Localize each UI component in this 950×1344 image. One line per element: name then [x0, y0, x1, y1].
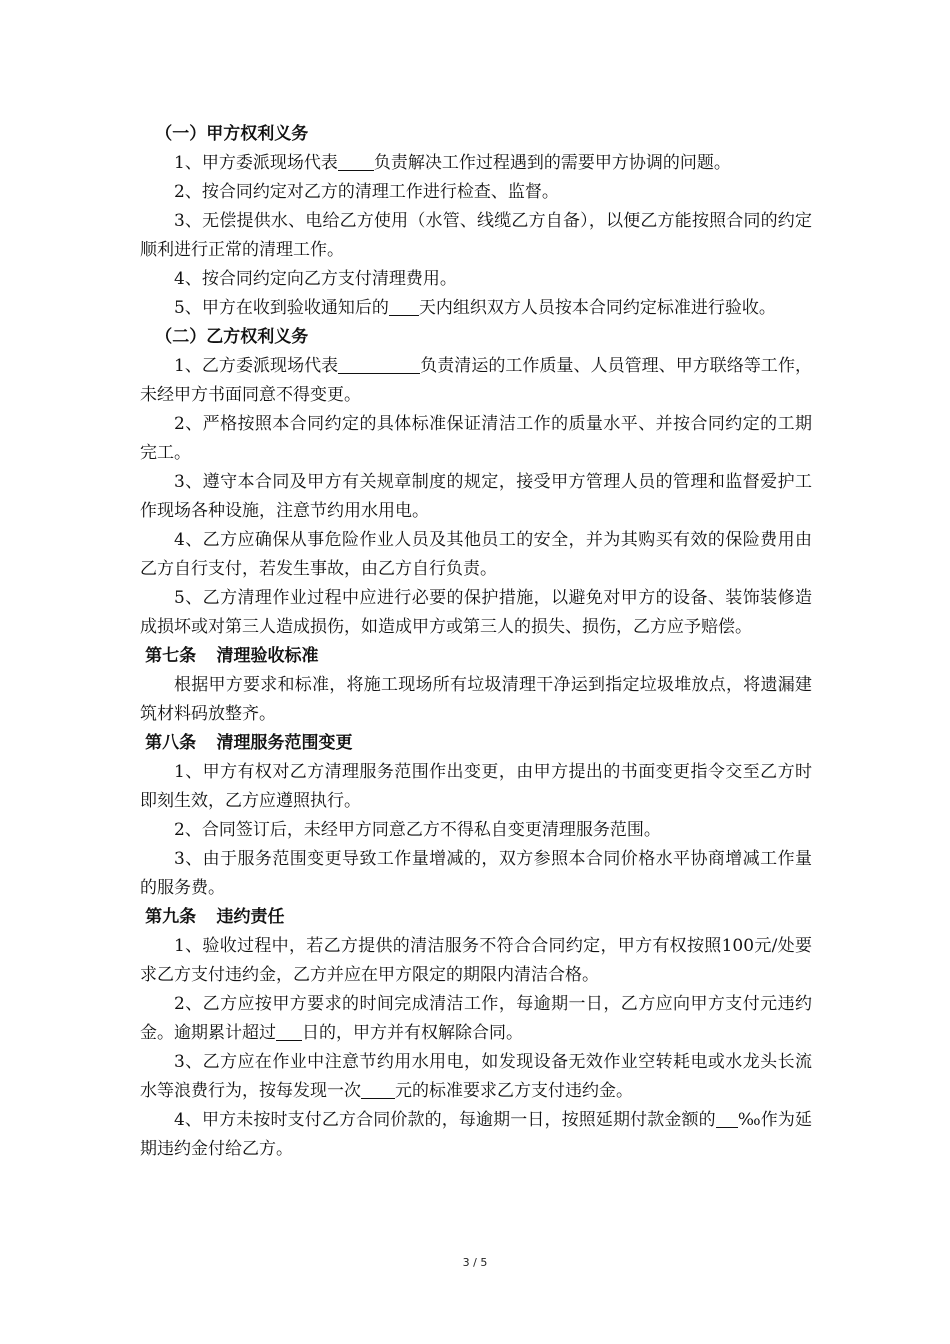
section-heading-party-a: （一）甲方权利义务 [155, 124, 309, 144]
article-7-heading: 第七条 清理验收标准 [145, 646, 319, 666]
clause-b5: 5、乙方清理作业过程中应进行必要的保护措施，以避免对甲方的设备、装饰装修造成损坏或对第三人造成损伤，如造成甲方或第三人的损失、损伤，乙方应予赔偿。 [140, 588, 812, 637]
article-7-text: 根据甲方要求和标准，将施工现场所有垃圾清理干净运到指定垃圾堆放点，将遗漏建筑材料码放整齐。 [140, 675, 812, 724]
document-page [140, 120, 812, 1164]
clause-a3: 3、无偿提供水、电给乙方使用（水管、线缆乙方自备），以便乙方能按照合同的约定顺利进行正常的清理工作。 [140, 211, 812, 260]
blank-field[interactable] [389, 298, 419, 316]
blank-field[interactable] [716, 1110, 738, 1128]
clause-8-1: 1、甲方有权对乙方清理服务范围作出变更，由甲方提出的书面变更指令交至乙方时即刻生效，乙方应遵照执行。 [140, 762, 812, 811]
clause-9-1: 1、验收过程中，若乙方提供的清洁服务不符合合同约定，甲方有权按照100元/处要求乙方支付违约金，乙方并应在甲方限定的期限内清洁合格。 [140, 936, 812, 985]
clause-9-4: 4、甲方未按时支付乙方合同价款的，每逾期一日，按照延期付款金额的 ‰作为延期违约金付给乙方。 [140, 1110, 812, 1159]
clause-9-2: 2、乙方应按甲方要求的时间完成清洁工作，每逾期一日，乙方应向甲方支付元违约金。逾期累计超过 日的，甲方并有权解除合同。 [140, 994, 812, 1043]
clause-a2: 2、按合同约定对乙方的清理工作进行检查、监督。 [174, 182, 559, 202]
blank-field[interactable] [338, 356, 420, 374]
clause-a5: 5、甲方在收到验收通知后的 天内组织双方人员按本合同约定标准进行验收。 [174, 298, 776, 318]
clause-b2: 2、严格按照本合同约定的具体标准保证清洁工作的质量水平、并按合同约定的工期完工。 [140, 414, 812, 463]
blank-field[interactable] [361, 1081, 395, 1099]
clause-a4: 4、按合同约定向乙方支付清理费用。 [174, 269, 457, 289]
page-number: 3 / 5 [462, 1256, 488, 1269]
blank-field[interactable] [276, 1023, 302, 1041]
article-9-heading: 第九条 违约责任 [145, 907, 285, 927]
clause-b4: 4、乙方应确保从事危险作业人员及其他员工的安全，并为其购买有效的保险费用由乙方自行支付，若发生事故，由乙方自行负责。 [140, 530, 812, 579]
clause-b1: 1、乙方委派现场代表 负责清运的工作质量、人员管理、甲方联络等工作，未经甲方书面同意不得变更。 [140, 356, 812, 405]
clause-a1: 1、甲方委派现场代表 负责解决工作过程遇到的需要甲方协调的问题。 [174, 153, 731, 173]
clause-b3: 3、遵守本合同及甲方有关规章制度的规定，接受甲方管理人员的管理和监督爱护工作现场各种设施，注意节约用水用电。 [140, 472, 812, 521]
section-heading-party-b: （二）乙方权利义务 [155, 327, 309, 347]
clause-8-3: 3、由于服务范围变更导致工作量增减的，双方参照本合同价格水平协商增减工作量的服务费。 [140, 849, 812, 898]
clause-9-3: 3、乙方应在作业中注意节约用水用电，如发现设备无效作业空转耗电或水龙头长流水等浪费行为，按每发现一次 元的标准要求乙方支付违约金。 [140, 1052, 812, 1101]
article-8-heading: 第八条 清理服务范围变更 [145, 733, 353, 753]
clause-8-2: 2、合同签订后，未经甲方同意乙方不得私自变更清理服务范围。 [174, 820, 661, 840]
blank-field[interactable] [338, 153, 374, 171]
